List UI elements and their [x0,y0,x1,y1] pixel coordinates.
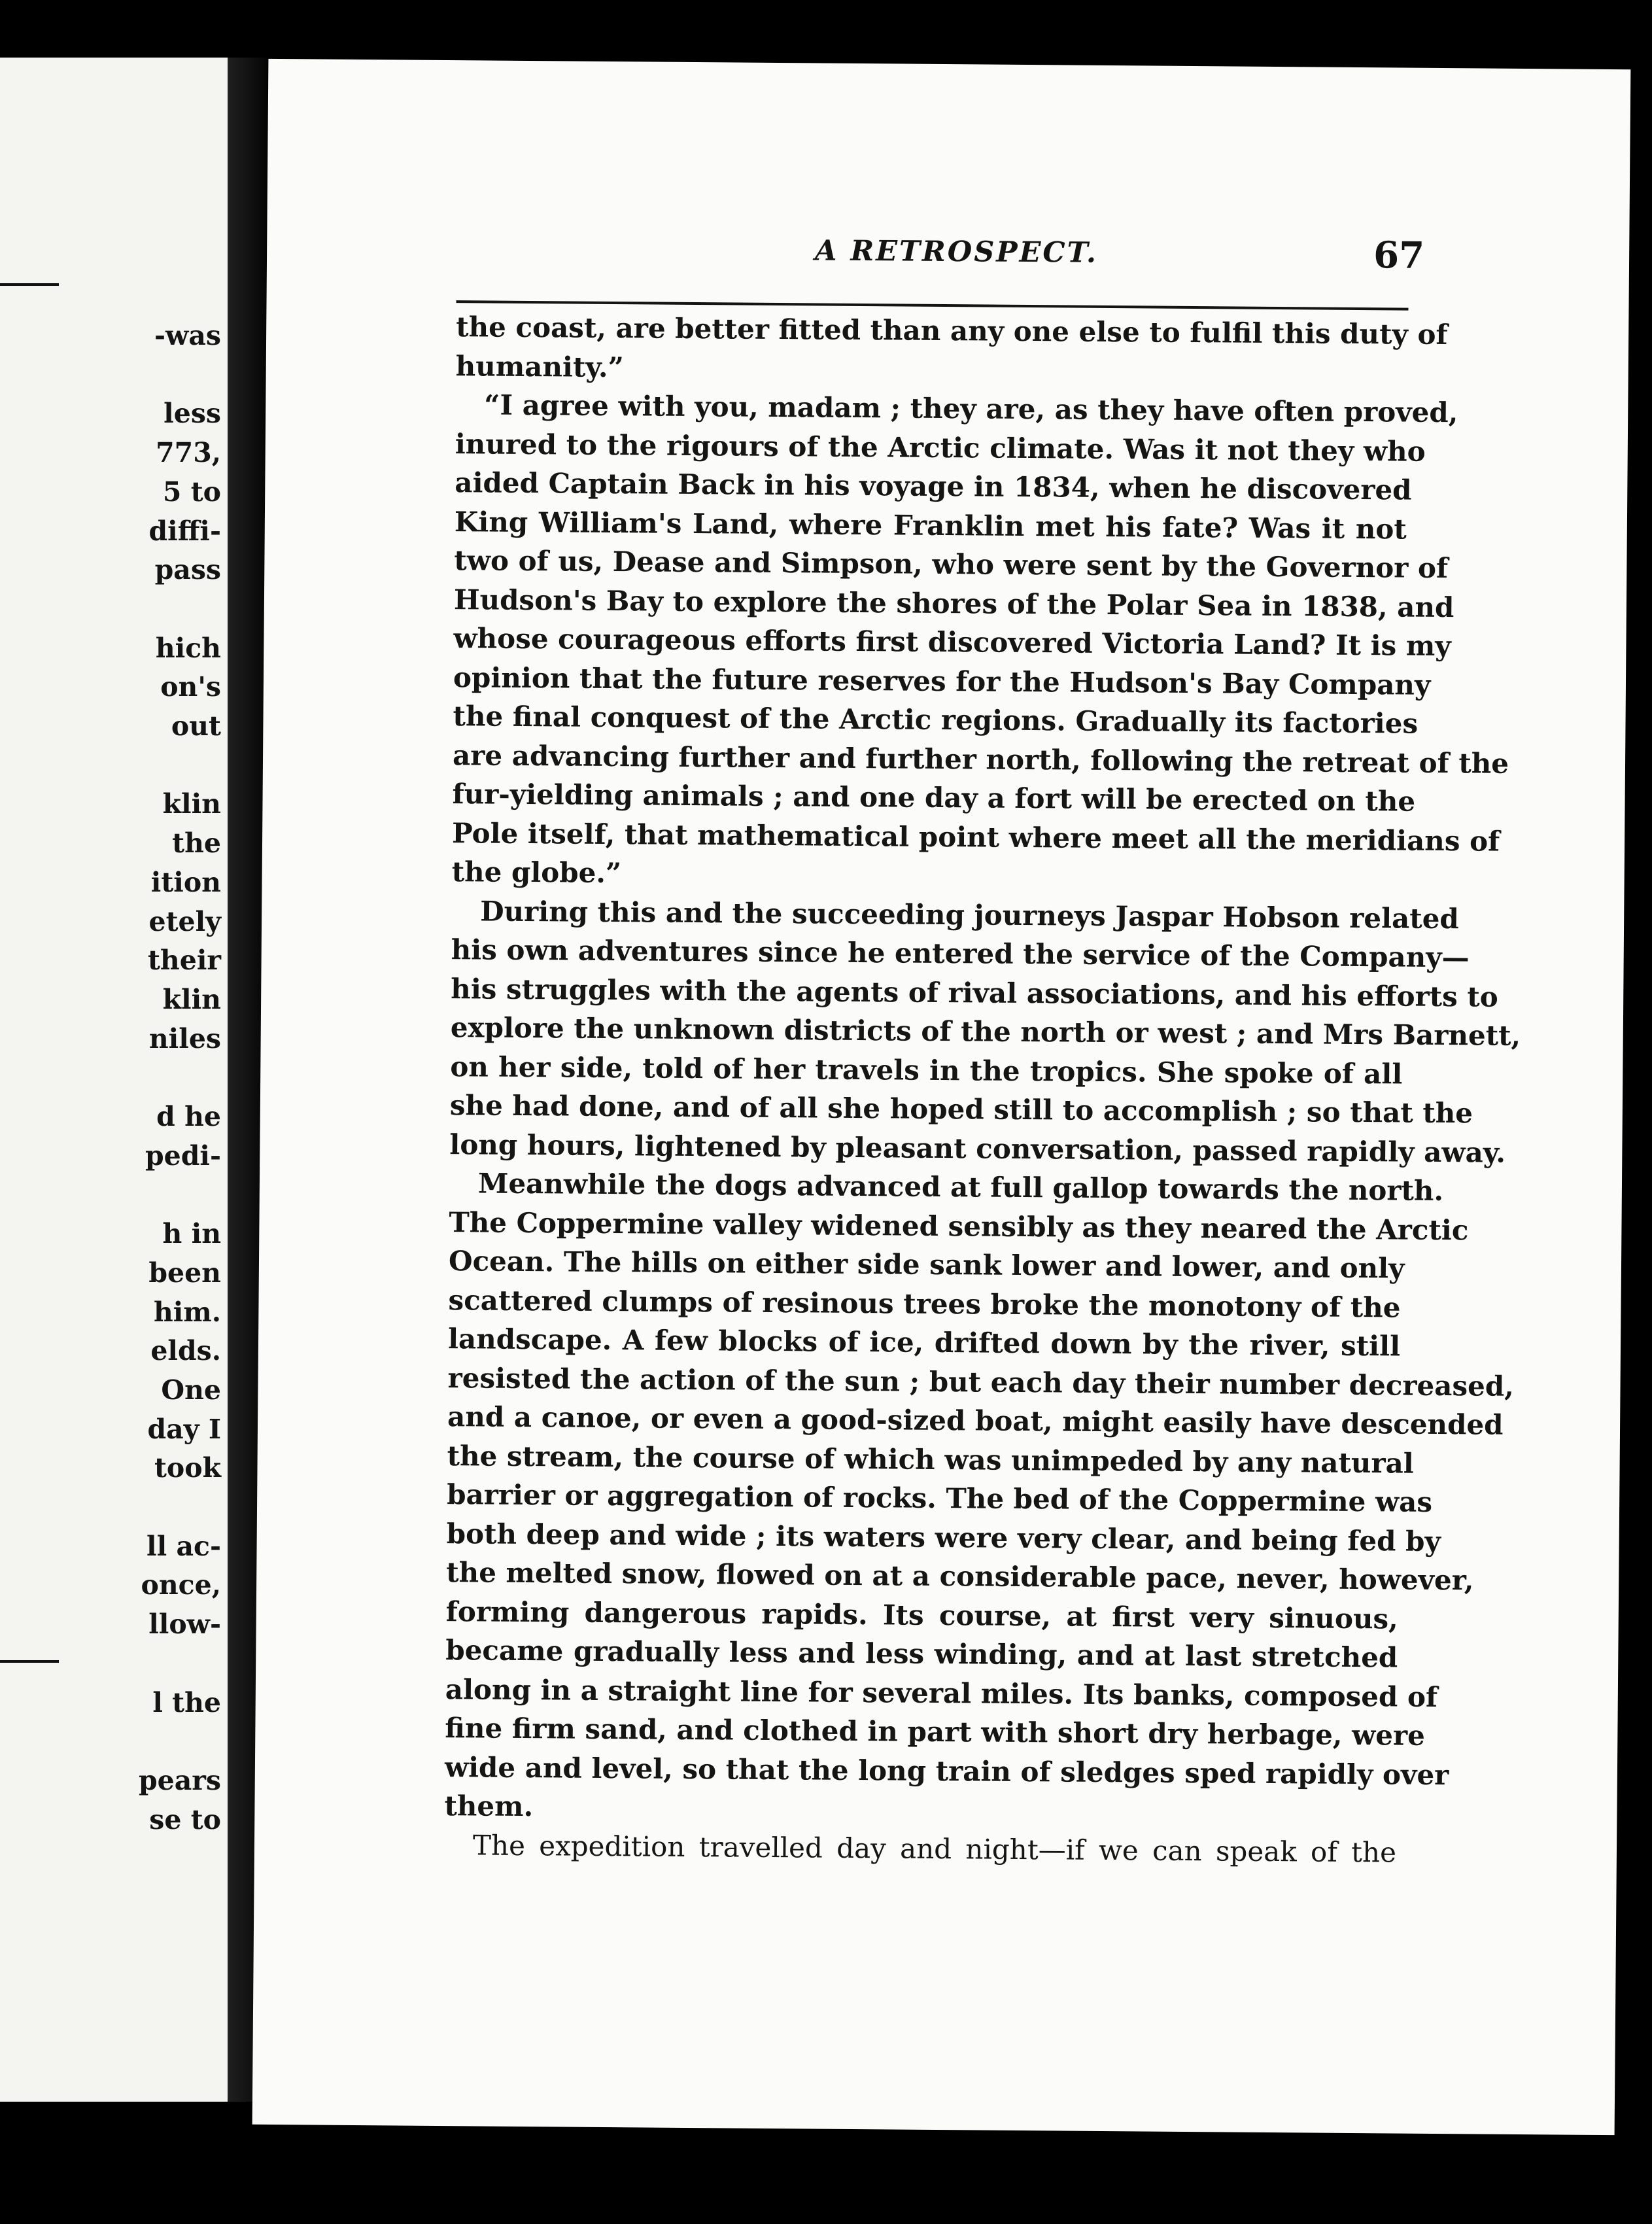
text-line: the coast, are better fitted than any one else to fulfil this duty of [456,311,1448,351]
text-line: Meanwhile the dogs advanced at full gallop towards the north. [477,1167,1444,1208]
text-line: long hours, lightened by pleasant conversation, passed rapidly away. [449,1128,1506,1169]
text-line: fur-yielding animals ; and one day a fort will be erected on the [452,778,1416,818]
text-line: “I agree with you, madam ; they are, as they have often proved, [484,389,1458,429]
text-line: the melted snow, flowed on at a considerable pace, never, however, [446,1556,1474,1597]
text-line: his own adventures since he entered the service of the Company— [451,933,1470,974]
left-page-fragment: etely [148,906,221,937]
text-line: she had done, and of all she hoped still to accomplish ; so that the [449,1089,1473,1130]
left-page-fragment: pedi- [145,1140,221,1172]
left-page-fragment: 773, [156,437,221,468]
text-line: fine firm sand, and clothed in part with short dry herbage, were [445,1712,1426,1752]
text-line: aided Captain Back in his voyage in 1834, when he discovered [455,466,1412,506]
left-page-fragment: took [154,1452,221,1484]
left-page-fragment: l the [152,1687,221,1718]
text-line: inured to the rigours of the Arctic climate. Was it not they who [455,427,1426,468]
text-line: and a canoe, or even a good-sized boat, might easily have descended [447,1400,1504,1441]
text-line: scattered clumps of resinous trees broke the monotony of the [448,1283,1401,1324]
text-line: his struggles with the agents of rival associations, and his efforts to [451,972,1498,1013]
left-page-fragment: the [172,827,221,859]
current-page [252,59,1631,2135]
text-line: humanity.” [455,349,624,383]
text-line: the globe.” [451,856,622,890]
text-line: King William's Land, where Franklin met his fate? Was it not [454,505,1407,546]
text-line: are advancing further and further north, following the retreat of the [452,738,1509,780]
text-line: landscape. A few blocks of ice, drifted down by the river, still [447,1323,1401,1363]
text-line: became gradually less and less winding, and at last stretched [445,1634,1398,1674]
text-line: During this and the succeeding journeys Jaspar Hobson related [480,894,1459,935]
left-page-top-rule [0,283,59,286]
text-line: Pole itself, that mathematical point where meet all the meridians of [451,816,1500,858]
left-page-fragment: elds. [150,1335,221,1366]
text-line: along in a straight line for several miles. Its banks, composed of [445,1673,1438,1713]
text-line: two of us, Dease and Simpson, who were sent by the Governor of [454,544,1449,585]
text-line: resisted the action of the sun ; but each day their number decreased, [447,1361,1514,1402]
left-page-fragment: -was [154,320,221,351]
left-page-fragment: on's [160,671,221,703]
left-page-fragment: him. [153,1296,221,1328]
left-page-fragment: ll ac- [146,1531,221,1562]
text-line: the final conquest of the Arctic regions. Gradually its factories [453,700,1419,740]
text-line: on her side, told of her travels in the tropics. She spoke of all [450,1050,1403,1090]
text-line: the stream, the course of which was unimpeded by any natural [447,1439,1414,1480]
left-page-fragment: ition [150,867,221,898]
previous-page [0,58,228,2102]
left-page-fragment: less [163,398,221,429]
text-line: them. [444,1790,534,1823]
text-line: both deep and wide ; its waters were very clear, and being fed by [446,1517,1441,1557]
left-page-fragment: One [161,1374,221,1406]
left-page-fragment: pass [154,554,221,585]
text-line: forming dangerous rapids. Its course, at first very sinuous, [445,1595,1398,1635]
left-page-fragment: once, [141,1569,221,1601]
page-number: 67 [1373,234,1425,277]
left-page-fragment: diffi- [148,515,221,547]
left-page-fragment: se to [149,1804,221,1835]
text-line: opinion that the future reserves for the Hudson's Bay Company [453,661,1431,701]
text-line: The expedition travelled day and night—if we can speak of the [472,1828,1397,1868]
left-page-fragment: niles [148,1023,221,1054]
running-head: A RETROSPECT. [814,234,1099,269]
text-line: Ocean. The hills on either side sank lower and lower, and only [448,1245,1405,1285]
left-page-fragment: day I [147,1414,221,1445]
body-text [444,307,1521,1871]
left-page-fragment: klin [162,984,221,1015]
text-line: wide and level, so that the long train of sledges sped rapidly over [444,1750,1449,1791]
text-line: whose courageous efforts first discovered Victoria Land? It is my [453,622,1451,663]
left-page-fragment: d he [156,1101,221,1132]
text-line: barrier or aggregation of rocks. The bed of the Coppermine was [447,1478,1433,1518]
left-page-fragment: their [147,945,221,976]
left-page-fragment: h in [162,1218,221,1249]
text-line: explore the unknown districts of the north or west ; and Mrs Barnett, [450,1011,1521,1052]
left-page-fragment: out [171,710,221,742]
page-header [267,230,1629,280]
left-page-fragment: pears [138,1765,221,1796]
text-line: Hudson's Bay to explore the shores of the Polar Sea in 1838, and [453,583,1454,623]
text-line: The Coppermine valley widened sensibly as they neared the Arctic [449,1206,1469,1246]
left-page-section-rule [0,1660,59,1663]
left-page-fragment: hich [155,633,221,664]
left-page-fragment: llow- [148,1608,221,1640]
left-page-fragment: 5 to [162,476,221,508]
left-page-fragment: been [148,1257,221,1289]
left-page-fragment: klin [162,788,221,820]
